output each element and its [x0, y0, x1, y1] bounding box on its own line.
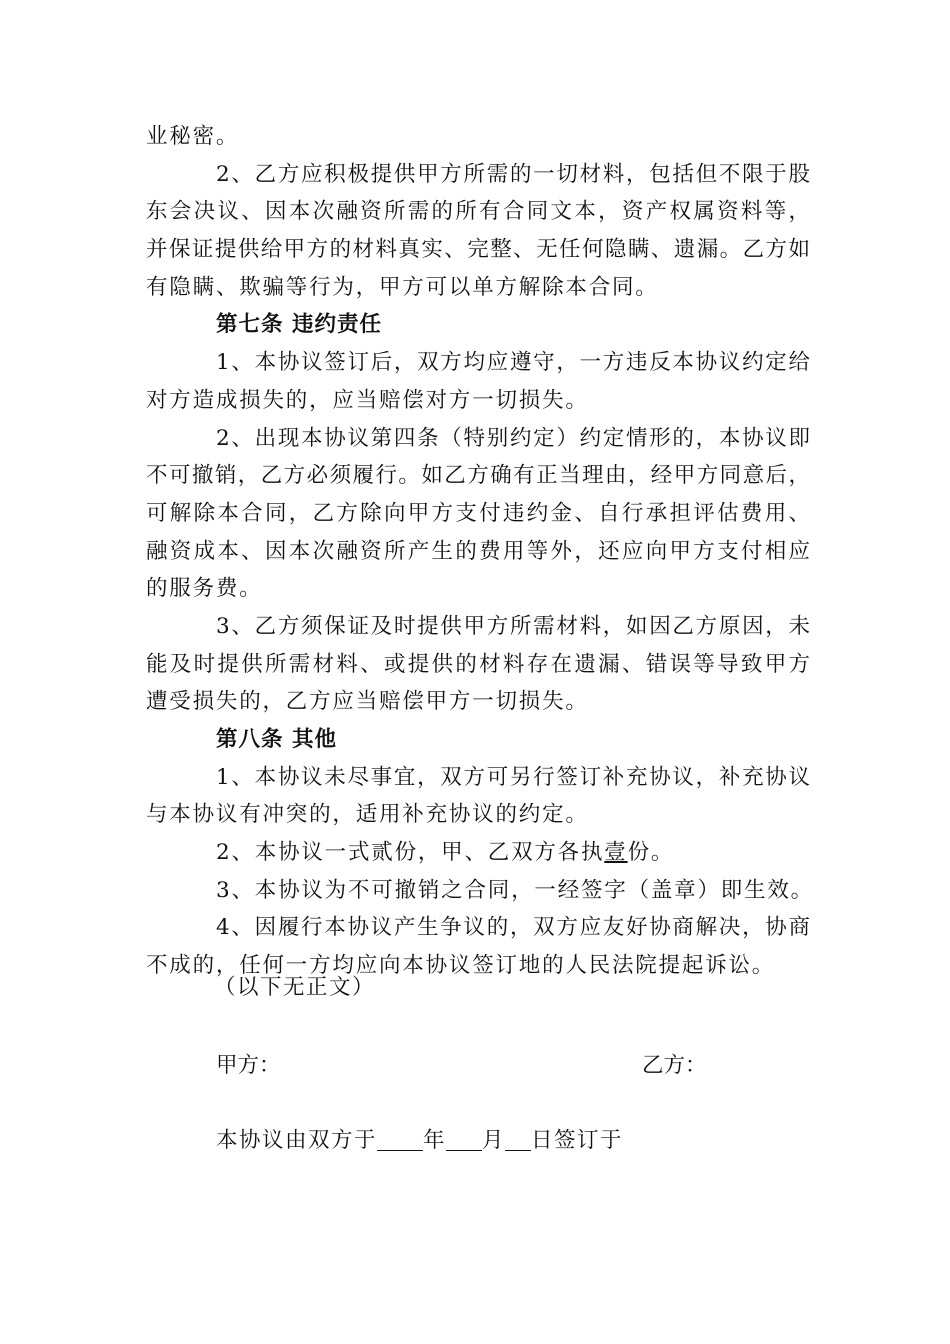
date-prefix: 本协议由双方于: [216, 1128, 378, 1153]
party-b-signature-label: 乙方：: [642, 1053, 707, 1078]
text-line: 与本协议有冲突的，适用补充协议的约定。: [146, 802, 589, 828]
text-line: 遭受损失的，乙方应当赔偿甲方一切损失。: [146, 689, 589, 715]
paragraph: [146, 344, 810, 419]
text-line: 2、本协议一式贰份，甲、乙双方各执壹份。: [216, 840, 675, 866]
day-blank: [505, 1128, 531, 1151]
paragraph: [146, 834, 810, 872]
text-line: 1、本协议签订后，双方均应遵守，一方违反本协议约定给: [216, 350, 810, 376]
text-line: 能及时提供所需材料、或提供的材料存在遗漏、错误等导致甲方: [146, 651, 810, 677]
text-line: 东会决议、因本次融资所需的所有合同文本，资产权属资料等，: [146, 199, 810, 225]
signature-row: [216, 1048, 716, 1086]
text-line: 有隐瞒、欺骗等行为，甲方可以单方解除本合同。: [146, 274, 659, 300]
text-line: 的服务费。: [146, 576, 263, 602]
paragraph: [146, 759, 810, 834]
text-line: 业秘密。: [146, 124, 240, 149]
signing-date-line: [216, 1123, 623, 1154]
text-line: 3、本协议为不可撤销之合同，一经签字（盖章）即生效。: [216, 877, 814, 903]
paragraph: [146, 156, 810, 307]
document-body: [146, 118, 814, 985]
text-line: 融资成本、因本次融资所产生的费用等外，还应向甲方支付相应: [146, 538, 810, 564]
text-line: 3、乙方须保证及时提供甲方所需材料，如因乙方原因，未: [216, 613, 810, 639]
month-label: 月: [482, 1128, 506, 1153]
day-suffix: 日签订于: [531, 1128, 624, 1153]
no-more-text-note: （以下无正文）: [214, 975, 376, 1000]
text-line: 2、乙方应积极提供甲方所需的一切材料，包括但不限于股: [216, 161, 810, 187]
text-line: 2、出现本协议第四条（特别约定）约定情形的，本协议即: [216, 425, 810, 451]
text-line: 可解除本合同，乙方除向甲方支付违约金、自行承担评估费用、: [146, 500, 810, 526]
text-line: 不成的，任何一方均应向本协议签订地的人民法院提起诉讼。: [146, 953, 776, 979]
paragraph: [146, 118, 810, 156]
text-line: 1、本协议未尽事宜，双方可另行签订补充协议，补充协议: [216, 764, 810, 790]
text-line: 并保证提供给甲方的材料真实、完整、无任何隐瞒、遗漏。乙方如: [146, 237, 810, 263]
section-heading: 第七条 违约责任: [216, 312, 382, 338]
section-heading: 第八条 其他: [216, 727, 337, 752]
text-line: 4、因履行本协议产生争议的，双方应友好协商解决，协商: [216, 915, 810, 941]
month-blank: [446, 1128, 482, 1151]
paragraph: [146, 420, 810, 608]
party-a-signature-label: 甲方：: [216, 1053, 281, 1078]
year-label: 年: [423, 1128, 447, 1153]
text-line: 不可撤销，乙方必须履行。如乙方确有正当理由，经甲方同意后，: [146, 463, 810, 489]
paragraph: [146, 872, 814, 910]
paragraph: [146, 608, 810, 721]
text-line: 对方造成损失的，应当赔偿对方一切损失。: [146, 387, 589, 413]
year-blank: [377, 1128, 423, 1151]
